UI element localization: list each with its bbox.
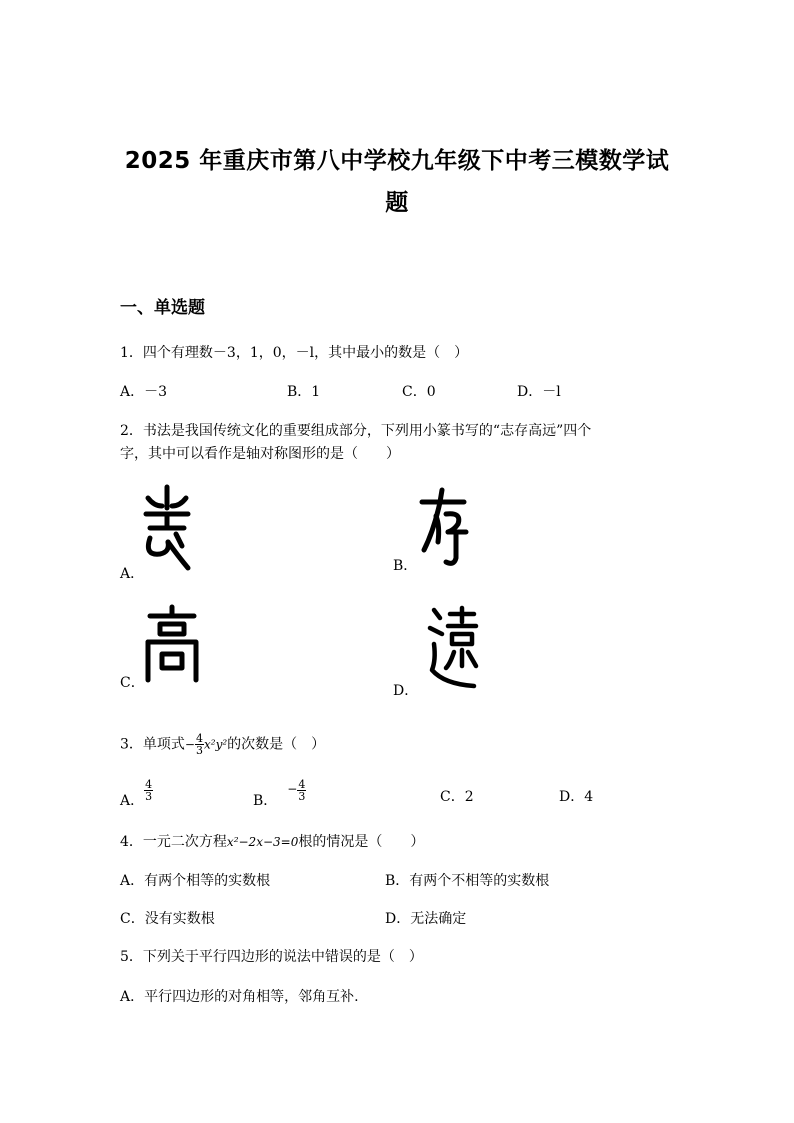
question-3-fraction-numerator: 4 (195, 732, 203, 745)
question-3-suffix: 的次数是（ ） (227, 736, 326, 753)
question-3-option-b (253, 777, 306, 809)
question-4-equation: x²−2x−3=0 (226, 835, 299, 849)
question-3-option-b-neg-sign: − (287, 781, 298, 796)
question-1-stem: 1．四个有理数－3，1，0，－l，其中最小的数是（ ） (120, 345, 469, 361)
question-3-option-a-label: A． (120, 792, 145, 809)
question-3-fraction-denominator: 3 (195, 744, 203, 757)
question-5-stem: 5．下列关于平行四边形的说法中错误的是（ ） (120, 949, 423, 965)
question-4-option-c: C．没有实数根 (120, 911, 215, 927)
question-3-option-b-denominator: 3 (298, 790, 306, 803)
question-3-prefix: 3．单项式 (120, 736, 185, 753)
seal-script-gao-image (142, 604, 202, 684)
question-2-stem-line2: 字，其中可以看作是轴对称图形的是（ ） (120, 446, 400, 462)
question-2-option-c: C． (120, 675, 145, 691)
question-3-monomial: x²y² (203, 737, 228, 752)
exam-title-line1: 2025 年重庆市第八中学校九年级下中考三模数学试 (124, 148, 670, 174)
question-3-option-c: C．2 (440, 789, 474, 805)
question-4-option-b: B．有两个不相等的实数根 (385, 873, 550, 889)
question-4-suffix: 根的情况是（ ） (298, 834, 425, 850)
question-3-option-b-fraction (297, 779, 306, 802)
question-1-option-b: B．1 (287, 384, 321, 400)
question-3-option-b-label: B． (253, 792, 278, 809)
question-3-option-a-denominator: 3 (145, 790, 153, 803)
question-4-stem (120, 831, 424, 851)
seal-script-cun-image (418, 486, 470, 570)
question-2-option-d: D． (393, 683, 419, 699)
exam-title-line2: 题 (385, 190, 409, 216)
question-3-option-a (120, 777, 153, 809)
question-4-prefix: 4．一元二次方程 (120, 834, 227, 850)
question-3-option-d: D．4 (559, 789, 594, 805)
question-2-stem-line1: 2．书法是我国传统文化的重要组成部分，下列用小篆书写的“志存高远”四个 (120, 423, 592, 439)
section-heading: 一、单选题 (120, 298, 205, 318)
question-3-option-a-fraction (144, 779, 153, 802)
question-2-option-b: B． (393, 558, 418, 574)
question-3-neg-sign: − (184, 737, 195, 752)
question-3-stem (120, 733, 325, 756)
question-1-option-d: D．－l (517, 384, 561, 400)
question-3-fraction (195, 733, 204, 756)
question-4-option-a: A．有两个相等的实数根 (120, 873, 271, 889)
question-1-option-a: A．－3 (120, 384, 168, 400)
seal-script-zhi-image (140, 484, 195, 574)
question-2-option-a: A． (120, 566, 145, 582)
question-3-option-a-numerator: 4 (145, 778, 153, 791)
seal-script-yuan-image (424, 604, 480, 694)
question-5-option-a: A．平行四边形的对角相等，邻角互补. (120, 989, 359, 1005)
question-1-option-c: C．0 (402, 384, 436, 400)
question-3-option-b-numerator: 4 (298, 778, 306, 791)
question-4-option-d: D．无法确定 (385, 911, 467, 927)
